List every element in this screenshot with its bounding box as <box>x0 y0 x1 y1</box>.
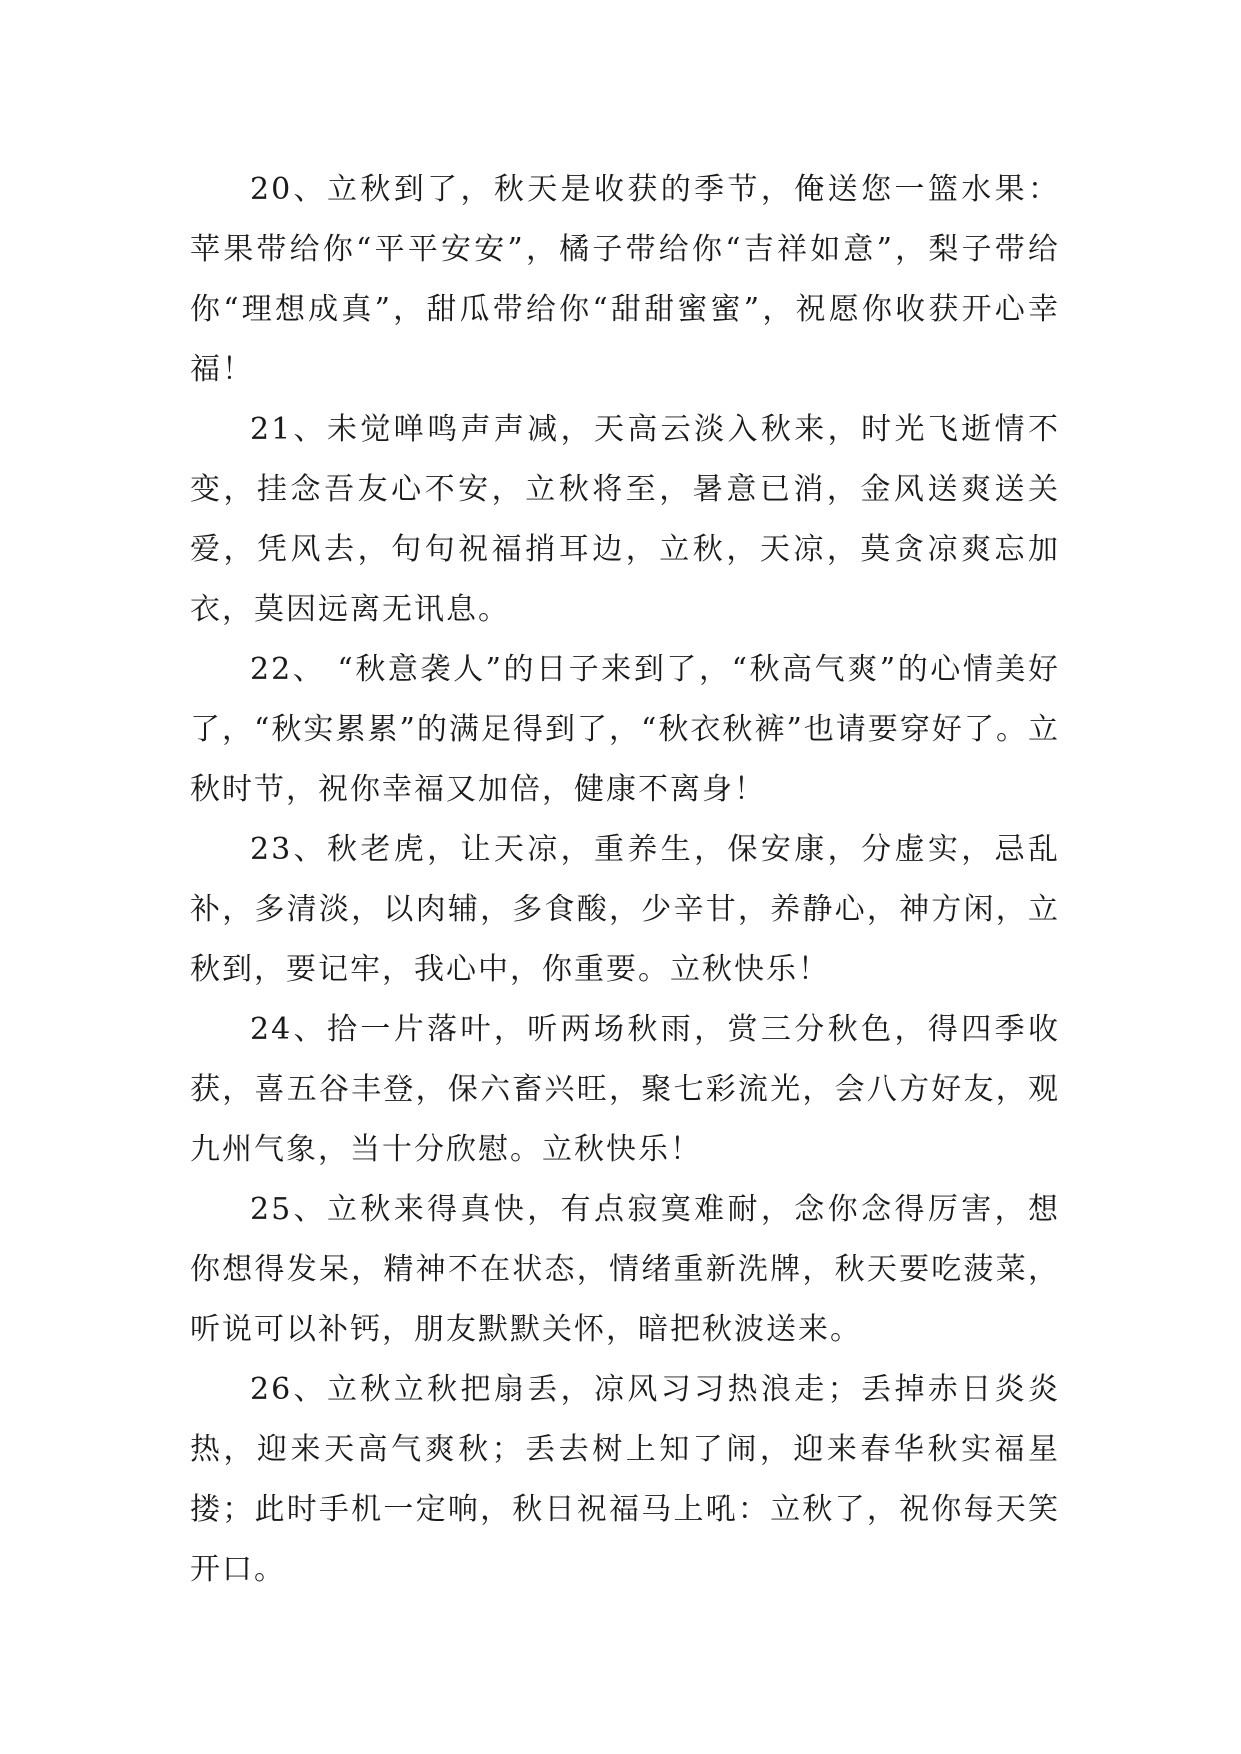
paragraph-24: 24、拾一片落叶，听两场秋雨，赏三分秋色，得四季收获，喜五谷丰登，保六畜兴旺，聚七彩流光，会八方好友，观九州气象，当十分欣慰。立秋快乐！ <box>190 1012 1060 1167</box>
paragraph-25: 25、立秋来得真快，有点寂寞难耐，念你念得厉害，想你想得发呆，精神不在状态，情绪重新洗牌，秋天要吃菠菜，听说可以补钙，朋友默默关怀，暗把秋波送来。 <box>190 1192 1060 1347</box>
document-body <box>190 160 1060 1600</box>
paragraph-21: 21、未觉啴鸣声声减，天高云淡入秋来，时光飞逝情不变，挂念吾友心不安，立秋将至，暑意已消，金风送爽送关爱，凭风去，句句祝福捎耳边，立秋，天凉，莫贪凉爽忘加衣，莫因远离无讯息。 <box>190 412 1060 627</box>
paragraph-26: 26、立秋立秋把扇丢，凉风习习热浪走；丢掉赤日炎炎热，迎来天高气爽秋；丢去树上知了闹，迎来春华秋实福星搂；此时手机一定响，秋日祝福马上吼：立秋了，祝你每天笑开口。 <box>190 1372 1060 1587</box>
paragraph-22: 22、 “秋意袭人”的日子来到了，“秋高气爽”的心情美好了，“秋实累累”的满足得到了，“秋衣秋裤”也请要穿好了。立秋时节，祝你幸福又加倍，健康不离身！ <box>190 652 1060 807</box>
paragraph-23: 23、秋老虎，让天凉，重养生，保安康，分虚实，忌乱补，多清淡，以肉辅，多食酸，少辛甘，养静心，神方闲，立秋到，要记牢，我心中，你重要。立秋快乐！ <box>190 832 1060 987</box>
paragraph-20: 20、立秋到了，秋天是收获的季节，俺送您一篮水果：苹果带给你“平平安安”，橘子带给你“吉祥如意”，梨子带给你“理想成真”，甜瓜带给你“甜甜蜜蜜”，祝愿你收获开心幸福！ <box>190 172 1060 387</box>
